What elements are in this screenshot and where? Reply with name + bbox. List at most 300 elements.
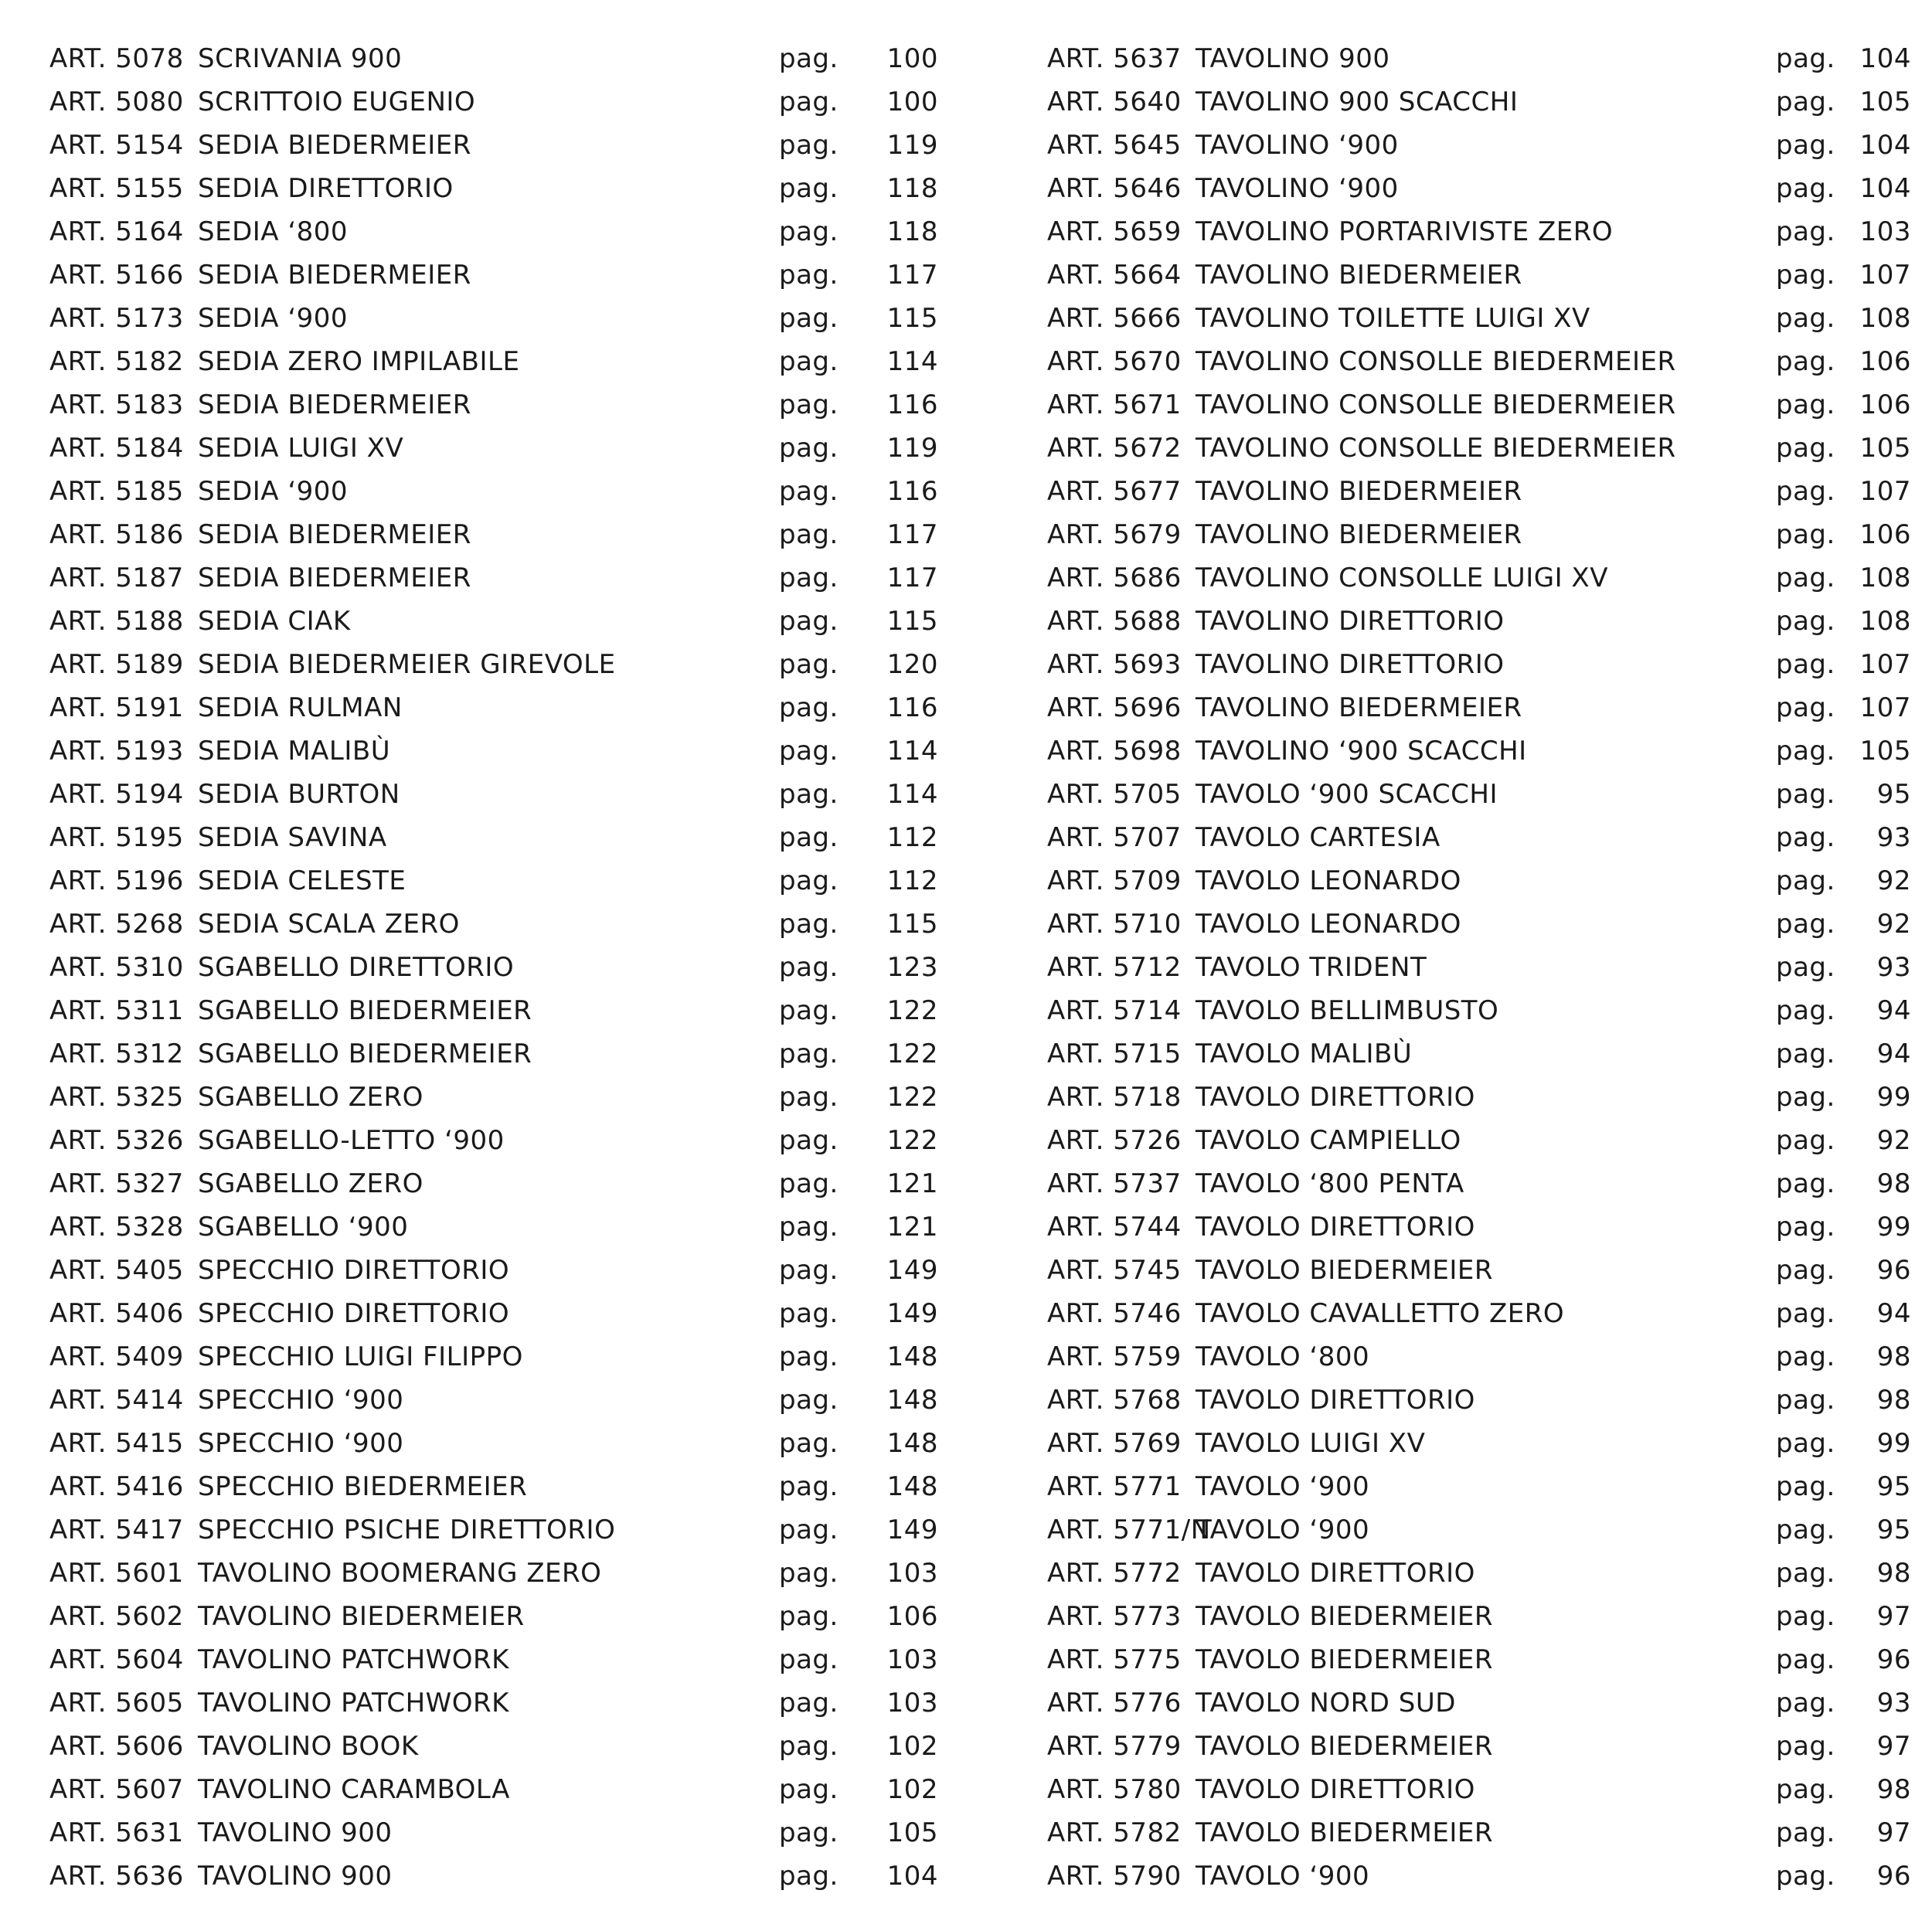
article-name: SEDIA LUIGI XV xyxy=(198,433,404,464)
page-number: 149 xyxy=(886,1255,938,1286)
page-label: pag. xyxy=(1776,1774,1835,1805)
article-number: ART. 5771 xyxy=(1047,1471,1182,1502)
page-number: 116 xyxy=(886,389,938,420)
index-row xyxy=(49,1119,938,1162)
index-row xyxy=(1047,340,1911,383)
page-label: pag. xyxy=(1776,1558,1835,1589)
page-label: pag. xyxy=(1776,389,1835,420)
page-label: pag. xyxy=(779,822,838,853)
article-name: TAVOLO ‘900 SCACCHI xyxy=(1196,779,1498,810)
article-name: TAVOLO ‘900 xyxy=(1196,1861,1370,1892)
article-number: ART. 5310 xyxy=(49,952,184,983)
index-row xyxy=(49,80,938,124)
index-row xyxy=(1047,1162,1911,1205)
article-number: ART. 5601 xyxy=(49,1558,184,1589)
article-name: TAVOLINO ‘900 xyxy=(1196,173,1399,204)
article-number: ART. 5664 xyxy=(1047,260,1182,291)
index-row xyxy=(49,1205,938,1249)
page-number: 95 xyxy=(1876,779,1911,810)
page-number: 108 xyxy=(1859,303,1911,334)
article-number: ART. 5196 xyxy=(49,865,184,896)
index-row xyxy=(1047,1379,1911,1422)
page-number: 106 xyxy=(1859,389,1911,420)
page-label: pag. xyxy=(779,130,838,161)
page-label: pag. xyxy=(779,1471,838,1502)
article-number: ART. 5775 xyxy=(1047,1644,1182,1675)
page-label: pag. xyxy=(779,1039,838,1069)
article-name: SPECCHIO PSICHE DIRETTORIO xyxy=(198,1515,616,1545)
article-number: ART. 5780 xyxy=(1047,1774,1182,1805)
index-row xyxy=(1047,1638,1911,1681)
article-number: ART. 5745 xyxy=(1047,1255,1182,1286)
article-name: SEDIA CIAK xyxy=(198,606,351,637)
index-row xyxy=(1047,37,1911,80)
page-number: 120 xyxy=(886,649,938,680)
index-row xyxy=(49,340,938,383)
article-name: TAVOLO DIRETTORIO xyxy=(1196,1558,1475,1589)
index-row xyxy=(1047,903,1911,946)
page-number: 97 xyxy=(1876,1731,1911,1762)
index-column-left xyxy=(49,37,938,1898)
page-label: pag. xyxy=(779,173,838,204)
page-number: 98 xyxy=(1876,1774,1911,1805)
index-row xyxy=(1047,297,1911,340)
article-name: TAVOLO BELLIMBUSTO xyxy=(1196,995,1499,1026)
index-row xyxy=(49,470,938,513)
article-name: TAVOLO BIEDERMEIER xyxy=(1196,1255,1494,1286)
page-label: pag. xyxy=(1776,1212,1835,1243)
article-name: SEDIA ‘800 xyxy=(198,216,349,247)
page-label: pag. xyxy=(1776,779,1835,810)
page-number: 105 xyxy=(1859,87,1911,117)
article-number: ART. 5768 xyxy=(1047,1385,1182,1416)
article-number: ART. 5189 xyxy=(49,649,184,680)
article-name: TAVOLINO BIEDERMEIER xyxy=(198,1601,525,1632)
index-row xyxy=(1047,1249,1911,1292)
page-number: 99 xyxy=(1876,1212,1911,1243)
page-label: pag. xyxy=(779,1212,838,1243)
page-number: 92 xyxy=(1876,1125,1911,1156)
page-label: pag. xyxy=(779,1255,838,1286)
article-number: ART. 5737 xyxy=(1047,1168,1182,1199)
page-label: pag. xyxy=(1776,1341,1835,1372)
page-label: pag. xyxy=(779,1385,838,1416)
article-name: TAVOLO MALIBÙ xyxy=(1196,1039,1413,1069)
article-name: TAVOLINO BIEDERMEIER xyxy=(1196,519,1522,550)
article-name: TAVOLINO BIEDERMEIER xyxy=(1196,260,1522,291)
page-label: pag. xyxy=(1776,606,1835,637)
index-row xyxy=(1047,470,1911,513)
page-number: 93 xyxy=(1876,952,1911,983)
page-number: 106 xyxy=(1859,519,1911,550)
page-number: 103 xyxy=(1859,216,1911,247)
index-row xyxy=(1047,1768,1911,1811)
page-label: pag. xyxy=(1776,43,1835,74)
article-name: SEDIA BIEDERMEIER xyxy=(198,130,471,161)
index-row xyxy=(1047,600,1911,643)
page-label: pag. xyxy=(1776,1601,1835,1632)
page-label: pag. xyxy=(779,563,838,593)
article-name: TAVOLINO BIEDERMEIER xyxy=(1196,692,1522,723)
index-row xyxy=(1047,253,1911,297)
article-number: ART. 5154 xyxy=(49,130,184,161)
article-number: ART. 5718 xyxy=(1047,1082,1182,1113)
article-number: ART. 5080 xyxy=(49,87,184,117)
index-row xyxy=(49,600,938,643)
index-row xyxy=(49,556,938,600)
article-name: TAVOLO LEONARDO xyxy=(1196,909,1461,940)
index-row xyxy=(1047,1032,1911,1076)
article-name: TAVOLINO CONSOLLE BIEDERMEIER xyxy=(1196,433,1676,464)
article-name: TAVOLINO PATCHWORK xyxy=(198,1644,509,1675)
article-number: ART. 5672 xyxy=(1047,433,1182,464)
index-row xyxy=(49,1422,938,1465)
article-number: ART. 5772 xyxy=(1047,1558,1182,1589)
article-number: ART. 5771/N xyxy=(1047,1515,1211,1545)
page-number: 114 xyxy=(886,779,938,810)
page-number: 119 xyxy=(886,433,938,464)
article-number: ART. 5670 xyxy=(1047,346,1182,377)
index-row xyxy=(49,1681,938,1725)
page-number: 121 xyxy=(886,1212,938,1243)
article-name: SEDIA DIRETTORIO xyxy=(198,173,454,204)
article-name: TAVOLO ‘800 PENTA xyxy=(1196,1168,1464,1199)
article-number: ART. 5607 xyxy=(49,1774,184,1805)
article-number: ART. 5604 xyxy=(49,1644,184,1675)
page-number: 104 xyxy=(886,1861,938,1892)
article-number: ART. 5693 xyxy=(1047,649,1182,680)
index-row xyxy=(1047,729,1911,773)
article-name: SPECCHIO DIRETTORIO xyxy=(198,1255,510,1286)
page-number: 114 xyxy=(886,346,938,377)
article-name: TAVOLINO DIRETTORIO xyxy=(1196,606,1505,637)
article-number: ART. 5710 xyxy=(1047,909,1182,940)
page-label: pag. xyxy=(1776,736,1835,767)
page-label: pag. xyxy=(1776,1817,1835,1848)
page-label: pag. xyxy=(779,952,838,983)
article-number: ART. 5325 xyxy=(49,1082,184,1113)
page-number: 117 xyxy=(886,563,938,593)
article-number: ART. 5606 xyxy=(49,1731,184,1762)
index-row xyxy=(1047,643,1911,686)
page-number: 94 xyxy=(1876,1298,1911,1329)
page-label: pag. xyxy=(779,1861,838,1892)
article-number: ART. 5714 xyxy=(1047,995,1182,1026)
index-row xyxy=(49,946,938,989)
article-name: SPECCHIO DIRETTORIO xyxy=(198,1298,510,1329)
index-row xyxy=(1047,1465,1911,1508)
article-number: ART. 5726 xyxy=(1047,1125,1182,1156)
index-row xyxy=(1047,210,1911,253)
article-number: ART. 5417 xyxy=(49,1515,184,1545)
page-label: pag. xyxy=(779,87,838,117)
page-number: 115 xyxy=(886,606,938,637)
page-label: pag. xyxy=(779,1341,838,1372)
article-number: ART. 5182 xyxy=(49,346,184,377)
page-label: pag. xyxy=(1776,1039,1835,1069)
page-number: 121 xyxy=(886,1168,938,1199)
article-number: ART. 5188 xyxy=(49,606,184,637)
article-name: TAVOLO BIEDERMEIER xyxy=(1196,1644,1494,1675)
page-label: pag. xyxy=(779,1817,838,1848)
page-number: 105 xyxy=(1859,433,1911,464)
index-row xyxy=(49,210,938,253)
index-row xyxy=(1047,1595,1911,1638)
article-name: SEDIA SCALA ZERO xyxy=(198,909,460,940)
page-label: pag. xyxy=(1776,649,1835,680)
index-row xyxy=(1047,383,1911,427)
index-row xyxy=(1047,686,1911,729)
page-label: pag. xyxy=(1776,476,1835,507)
article-name: SEDIA BIEDERMEIER xyxy=(198,389,471,420)
page-number: 93 xyxy=(1876,822,1911,853)
article-name: TAVOLINO CONSOLLE BIEDERMEIER xyxy=(1196,346,1676,377)
index-row xyxy=(49,1508,938,1552)
page-number: 96 xyxy=(1876,1644,1911,1675)
article-number: ART. 5746 xyxy=(1047,1298,1182,1329)
page-number: 107 xyxy=(1859,260,1911,291)
article-number: ART. 5773 xyxy=(1047,1601,1182,1632)
article-number: ART. 5078 xyxy=(49,43,184,74)
article-number: ART. 5715 xyxy=(1047,1039,1182,1069)
article-name: SPECCHIO ‘900 xyxy=(198,1428,404,1459)
index-row xyxy=(49,1162,938,1205)
index-row xyxy=(1047,1292,1911,1335)
article-name: TAVOLINO 900 xyxy=(198,1861,393,1892)
article-number: ART. 5696 xyxy=(1047,692,1182,723)
page-label: pag. xyxy=(1776,909,1835,940)
page-label: pag. xyxy=(1776,1385,1835,1416)
page-number: 122 xyxy=(886,1039,938,1069)
article-number: ART. 5645 xyxy=(1047,130,1182,161)
page-number: 94 xyxy=(1876,1039,1911,1069)
page-number: 105 xyxy=(886,1817,938,1848)
index-row xyxy=(1047,1076,1911,1119)
index-row xyxy=(49,1552,938,1595)
page-label: pag. xyxy=(779,865,838,896)
index-row xyxy=(49,253,938,297)
article-number: ART. 5326 xyxy=(49,1125,184,1156)
index-row xyxy=(49,383,938,427)
article-name: TAVOLINO CONSOLLE BIEDERMEIER xyxy=(1196,389,1676,420)
page-number: 116 xyxy=(886,692,938,723)
article-number: ART. 5186 xyxy=(49,519,184,550)
article-name: SEDIA BIEDERMEIER xyxy=(198,519,471,550)
article-name: TAVOLO ‘800 xyxy=(1196,1341,1370,1372)
article-name: TAVOLO DIRETTORIO xyxy=(1196,1385,1475,1416)
page-number: 94 xyxy=(1876,995,1911,1026)
page-label: pag. xyxy=(1776,130,1835,161)
article-number: ART. 5686 xyxy=(1047,563,1182,593)
article-name: SEDIA CELESTE xyxy=(198,865,406,896)
page-label: pag. xyxy=(779,43,838,74)
page-number: 122 xyxy=(886,995,938,1026)
article-number: ART. 5414 xyxy=(49,1385,184,1416)
article-name: SPECCHIO LUIGI FILIPPO xyxy=(198,1341,523,1372)
article-name: SCRITTOIO EUGENIO xyxy=(198,87,476,117)
page-label: pag. xyxy=(1776,563,1835,593)
page-label: pag. xyxy=(1776,433,1835,464)
page-number: 104 xyxy=(1859,173,1911,204)
index-row xyxy=(1047,1855,1911,1898)
article-name: SEDIA ‘900 xyxy=(198,303,349,334)
index-row xyxy=(49,989,938,1032)
article-name: SEDIA RULMAN xyxy=(198,692,403,723)
article-number: ART. 5327 xyxy=(49,1168,184,1199)
index-row xyxy=(1047,1811,1911,1855)
article-number: ART. 5779 xyxy=(1047,1731,1182,1762)
index-row xyxy=(1047,1681,1911,1725)
index-row xyxy=(1047,167,1911,210)
article-name: SEDIA ‘900 xyxy=(198,476,349,507)
article-name: SGABELLO-LETTO ‘900 xyxy=(198,1125,505,1156)
page-number: 148 xyxy=(886,1471,938,1502)
article-name: TAVOLINO CONSOLLE LUIGI XV xyxy=(1196,563,1608,593)
article-number: ART. 5637 xyxy=(1047,43,1182,74)
article-name: SEDIA MALIBÙ xyxy=(198,736,391,767)
article-name: TAVOLO DIRETTORIO xyxy=(1196,1212,1475,1243)
page-number: 149 xyxy=(886,1515,938,1545)
page-label: pag. xyxy=(1776,1861,1835,1892)
index-row xyxy=(49,1292,938,1335)
index-row xyxy=(1047,1205,1911,1249)
index-row xyxy=(49,1465,938,1508)
page-label: pag. xyxy=(1776,822,1835,853)
index-column-right xyxy=(1047,37,1911,1898)
article-number: ART. 5666 xyxy=(1047,303,1182,334)
index-row xyxy=(49,124,938,167)
article-number: ART. 5769 xyxy=(1047,1428,1182,1459)
page-number: 119 xyxy=(886,130,938,161)
page-number: 115 xyxy=(886,909,938,940)
page-label: pag. xyxy=(1776,1255,1835,1286)
index-row xyxy=(49,167,938,210)
page-label: pag. xyxy=(1776,952,1835,983)
page-label: pag. xyxy=(779,692,838,723)
page-number: 104 xyxy=(1859,130,1911,161)
index-row xyxy=(49,1638,938,1681)
page-label: pag. xyxy=(779,1515,838,1545)
page-number: 105 xyxy=(1859,736,1911,767)
article-number: ART. 5640 xyxy=(1047,87,1182,117)
article-number: ART. 5679 xyxy=(1047,519,1182,550)
page-number: 97 xyxy=(1876,1601,1911,1632)
page-number: 103 xyxy=(886,1644,938,1675)
page-label: pag. xyxy=(1776,1125,1835,1156)
article-name: SEDIA ZERO IMPILABILE xyxy=(198,346,520,377)
article-name: TAVOLO TRIDENT xyxy=(1196,952,1427,983)
page-number: 106 xyxy=(1859,346,1911,377)
page-label: pag. xyxy=(1776,173,1835,204)
article-number: ART. 5268 xyxy=(49,909,184,940)
page-number: 122 xyxy=(886,1082,938,1113)
article-number: ART. 5173 xyxy=(49,303,184,334)
article-number: ART. 5191 xyxy=(49,692,184,723)
page-label: pag. xyxy=(1776,1168,1835,1199)
page-number: 95 xyxy=(1876,1471,1911,1502)
page-number: 108 xyxy=(1859,606,1911,637)
page-label: pag. xyxy=(1776,87,1835,117)
page-number: 103 xyxy=(886,1688,938,1719)
page-label: pag. xyxy=(1776,1471,1835,1502)
article-name: TAVOLINO 900 SCACCHI xyxy=(1196,87,1519,117)
page-label: pag. xyxy=(1776,995,1835,1026)
page-number: 95 xyxy=(1876,1515,1911,1545)
index-row xyxy=(49,427,938,470)
index-row xyxy=(49,859,938,903)
article-number: ART. 5194 xyxy=(49,779,184,810)
article-name: TAVOLO LUIGI XV xyxy=(1196,1428,1426,1459)
article-number: ART. 5164 xyxy=(49,216,184,247)
article-name: SGABELLO BIEDERMEIER xyxy=(198,995,532,1026)
article-name: SGABELLO DIRETTORIO xyxy=(198,952,515,983)
article-name: TAVOLINO BIEDERMEIER xyxy=(1196,476,1522,507)
page-label: pag. xyxy=(1776,1688,1835,1719)
article-number: ART. 5415 xyxy=(49,1428,184,1459)
article-name: SGABELLO ZERO xyxy=(198,1082,423,1113)
index-row xyxy=(49,297,938,340)
page-number: 102 xyxy=(886,1774,938,1805)
page-number: 148 xyxy=(886,1385,938,1416)
page-number: 104 xyxy=(1859,43,1911,74)
article-name: TAVOLINO CARAMBOLA xyxy=(198,1774,510,1805)
page-number: 96 xyxy=(1876,1255,1911,1286)
article-name: TAVOLO BIEDERMEIER xyxy=(1196,1731,1494,1762)
article-number: ART. 5707 xyxy=(1047,822,1182,853)
index-row xyxy=(49,1768,938,1811)
article-number: ART. 5636 xyxy=(49,1861,184,1892)
index-row xyxy=(49,729,938,773)
article-number: ART. 5646 xyxy=(1047,173,1182,204)
index-row xyxy=(49,1725,938,1768)
page-number: 118 xyxy=(886,216,938,247)
article-number: ART. 5166 xyxy=(49,260,184,291)
page-number: 112 xyxy=(886,822,938,853)
article-number: ART. 5705 xyxy=(1047,779,1182,810)
page-label: pag. xyxy=(1776,260,1835,291)
index-row xyxy=(1047,556,1911,600)
article-name: SEDIA BIEDERMEIER xyxy=(198,260,471,291)
page-label: pag. xyxy=(779,1558,838,1589)
article-name: TAVOLINO PORTARIVISTE ZERO xyxy=(1196,216,1614,247)
article-name: TAVOLINO BOOK xyxy=(198,1731,419,1762)
article-number: ART. 5698 xyxy=(1047,736,1182,767)
article-name: SEDIA BURTON xyxy=(198,779,400,810)
article-number: ART. 5602 xyxy=(49,1601,184,1632)
article-number: ART. 5183 xyxy=(49,389,184,420)
index-row xyxy=(1047,946,1911,989)
index-row xyxy=(1047,513,1911,556)
article-number: ART. 5671 xyxy=(1047,389,1182,420)
article-number: ART. 5406 xyxy=(49,1298,184,1329)
article-number: ART. 5195 xyxy=(49,822,184,853)
page-number: 117 xyxy=(886,260,938,291)
page-label: pag. xyxy=(779,909,838,940)
index-row xyxy=(1047,1552,1911,1595)
page-number: 102 xyxy=(886,1731,938,1762)
page-number: 97 xyxy=(1876,1817,1911,1848)
page-label: pag. xyxy=(1776,1644,1835,1675)
page-label: pag. xyxy=(1776,865,1835,896)
page-number: 114 xyxy=(886,736,938,767)
index-row xyxy=(49,816,938,859)
index-row xyxy=(1047,989,1911,1032)
page-number: 92 xyxy=(1876,865,1911,896)
page-label: pag. xyxy=(779,389,838,420)
article-name: TAVOLO ‘900 xyxy=(1196,1515,1370,1545)
index-row xyxy=(1047,1725,1911,1768)
index-row xyxy=(49,903,938,946)
